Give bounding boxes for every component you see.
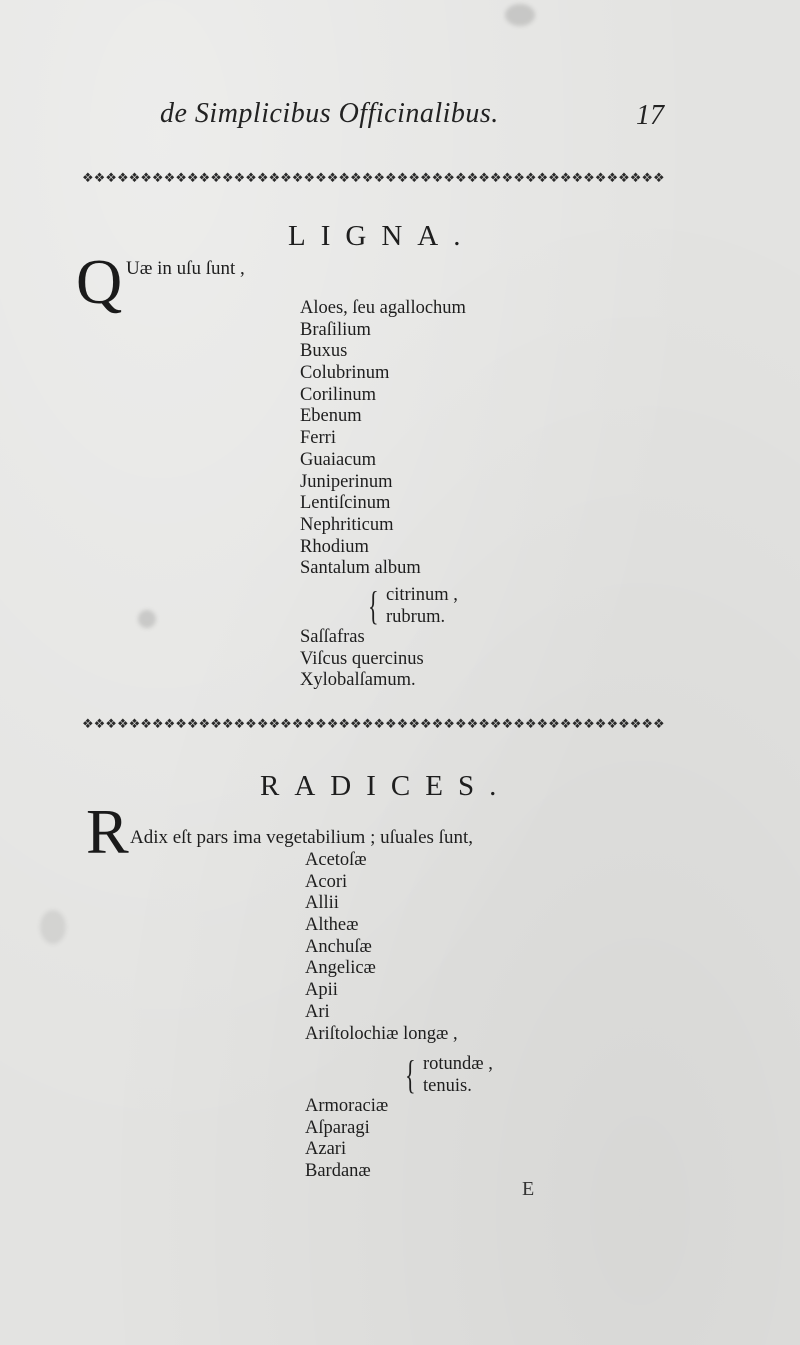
dropcap-r: R	[86, 796, 129, 867]
list-item: Corilinum	[300, 384, 377, 405]
list-item: Juniperinum	[300, 471, 393, 492]
list-item: Allii	[305, 893, 339, 914]
list-item: Lentiſcinum	[300, 493, 391, 514]
list-item: Santalum album	[300, 558, 421, 579]
list-item: Ebenum	[300, 406, 362, 427]
list-item: Viſcus quercinus	[300, 648, 424, 669]
ligna-list-continued	[300, 627, 424, 692]
list-item: Acori	[305, 871, 348, 892]
list-item: Xylobalſamum.	[300, 670, 416, 691]
list-item: rotundæ ,	[423, 1054, 493, 1074]
radices-aristolochia-brace-group	[405, 1053, 545, 1099]
list-item: Armoraciæ	[305, 1096, 389, 1116]
paper-stain	[40, 910, 66, 944]
ligna-santalum-brace-group	[368, 584, 508, 630]
list-item: Colubrinum	[300, 363, 390, 384]
list-item: Aloes, ſeu agallochum	[300, 298, 466, 318]
curly-brace-icon: {	[368, 583, 379, 628]
list-item: Ariſtolochiæ longæ ,	[305, 1023, 458, 1044]
section-title-ligna: LIGNA.	[288, 220, 476, 252]
list-item: Guaiacum	[300, 449, 377, 470]
dropcap-q: Q	[76, 246, 123, 317]
list-item: Angelicæ	[305, 958, 376, 979]
list-item: Altheæ	[305, 915, 359, 936]
list-item: Ferri	[300, 428, 336, 449]
page-number: 17	[636, 100, 664, 131]
list-item: Bardanæ	[305, 1161, 371, 1182]
list-item: Saſſafras	[300, 627, 365, 647]
list-item: Ari	[305, 1001, 330, 1022]
paper-stain	[138, 610, 156, 628]
ligna-intro: Uæ in uſu ſunt ,	[126, 258, 245, 279]
section-title-radices: RADICES.	[260, 770, 512, 802]
ornament-divider-middle: ❖❖❖❖❖❖❖❖❖❖❖❖❖❖❖❖❖❖❖❖❖❖❖❖❖❖❖❖❖❖❖❖❖❖❖❖❖❖❖❖❖❖❖❖❖❖❖❖❖❖	[82, 717, 665, 732]
brace-list	[423, 1053, 493, 1097]
list-item: Anchuſæ	[305, 936, 372, 957]
running-title: de Simplicibus Officinalibus.	[160, 98, 499, 129]
list-item: Buxus	[300, 341, 348, 362]
page-header	[0, 98, 800, 138]
radices-list	[305, 850, 458, 1045]
radices-list-continued	[305, 1096, 388, 1183]
list-item: citrinum ,	[386, 585, 458, 605]
list-item: tenuis.	[423, 1076, 472, 1096]
ornament-divider-top: ❖❖❖❖❖❖❖❖❖❖❖❖❖❖❖❖❖❖❖❖❖❖❖❖❖❖❖❖❖❖❖❖❖❖❖❖❖❖❖❖❖❖❖❖❖❖❖❖❖❖	[82, 171, 665, 186]
list-item: rubrum.	[386, 607, 446, 627]
ligna-list	[300, 298, 466, 580]
curly-brace-icon: {	[405, 1052, 416, 1097]
signature-mark: E	[522, 1178, 535, 1200]
paper-stain	[505, 4, 535, 26]
list-item: Rhodium	[300, 536, 369, 557]
brace-list	[386, 584, 458, 628]
radices-intro: Adix eſt pars ima vegetabilium ; uſuales ſunt,	[130, 827, 473, 848]
list-item: Braſilium	[300, 319, 371, 340]
list-item: Acetoſæ	[305, 850, 367, 870]
list-item: Azari	[305, 1139, 347, 1160]
list-item: Apii	[305, 980, 338, 1001]
list-item: Nephriticum	[300, 514, 394, 535]
list-item: Aſparagi	[305, 1117, 370, 1138]
